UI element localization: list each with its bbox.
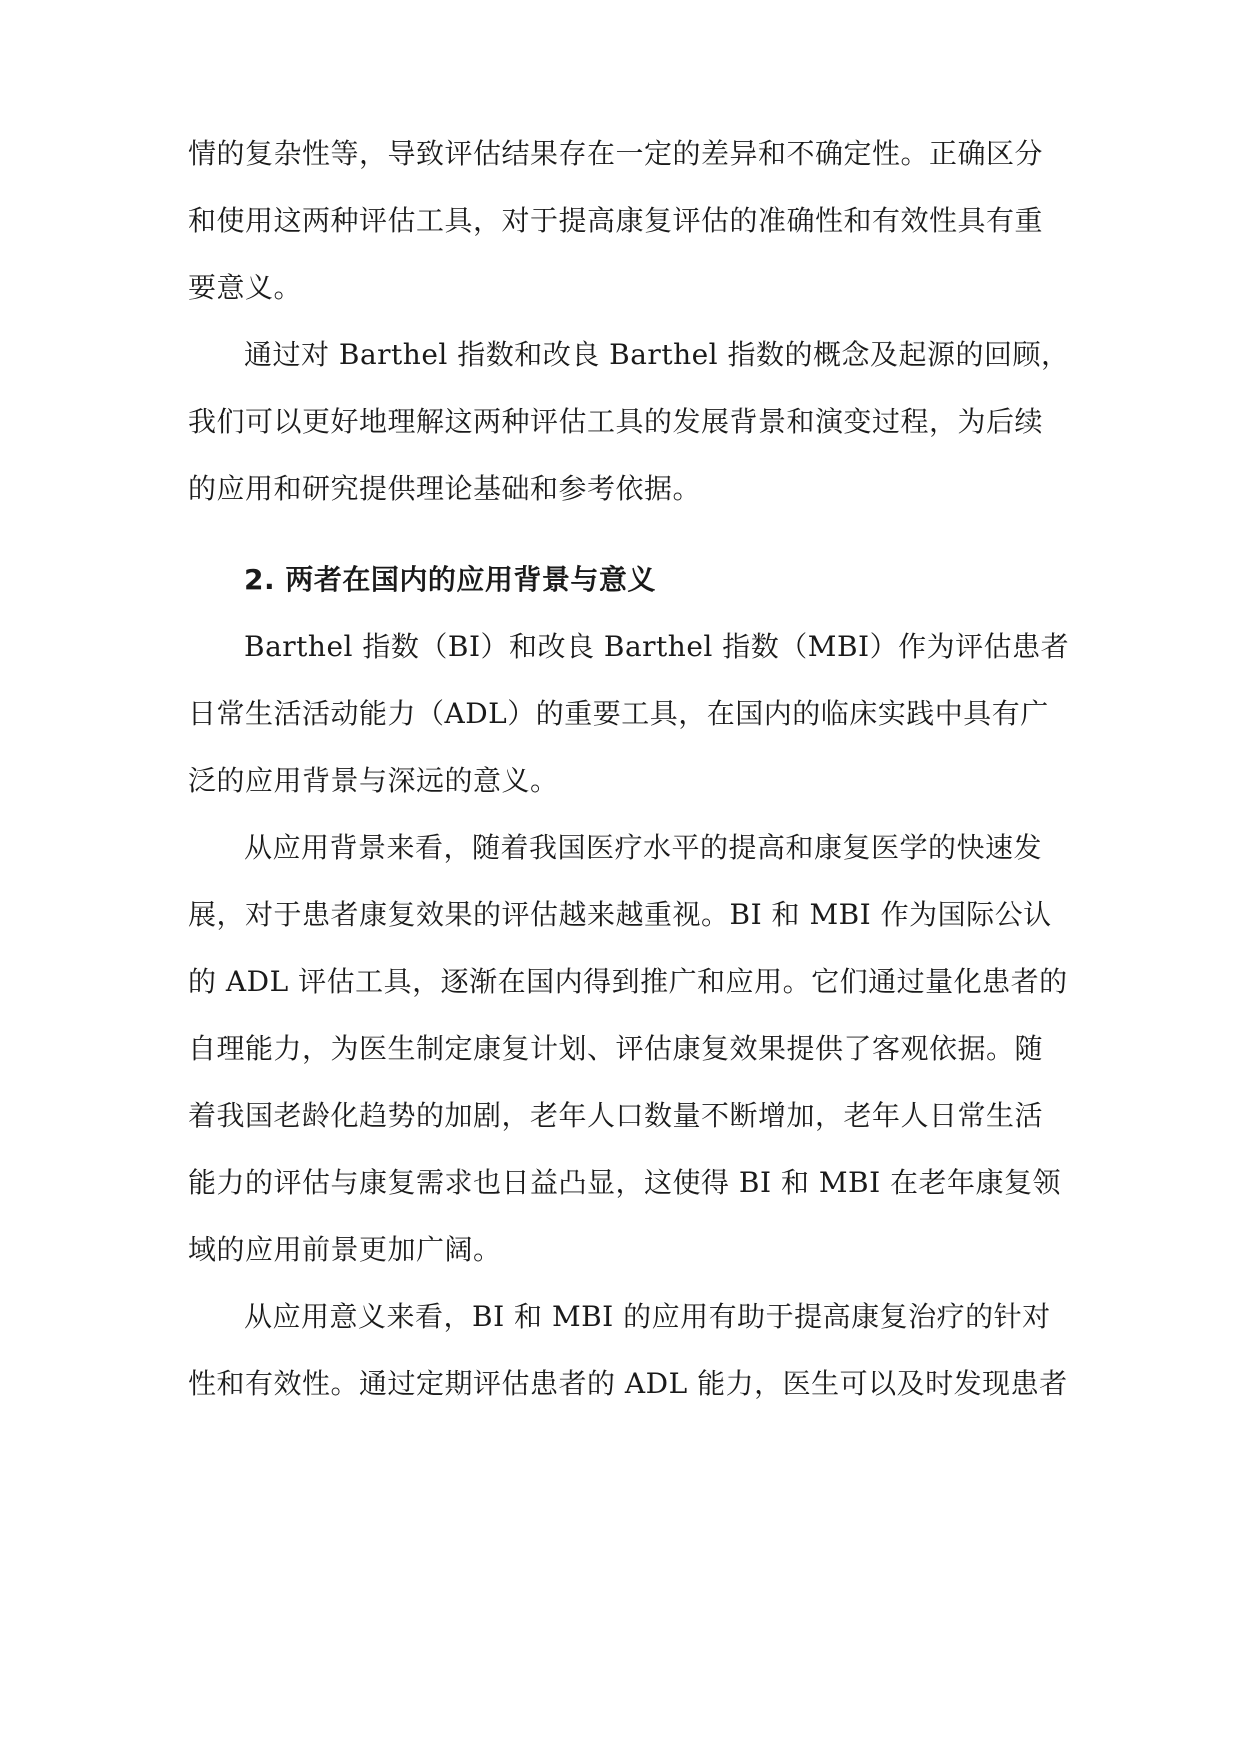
paragraph-1-line-1: 情的复杂性等，导致评估结果存在一定的差异和不确定性。正确区分 <box>188 137 1044 170</box>
paragraph-2-line-1: 通过对 Barthel 指数和改良 Barthel 指数的概念及起源的回顾， <box>244 338 1070 371</box>
paragraph-4-line-5: 着我国老龄化趋势的加剧，老年人口数量不断增加，老年人日常生活 <box>188 1099 1044 1132</box>
section-heading: 2. 两者在国内的应用背景与意义 <box>244 563 656 596</box>
paragraph-5-line-1: 从应用意义来看，BI 和 MBI 的应用有助于提高康复治疗的针对 <box>244 1300 1051 1333</box>
paragraph-2-line-2: 我们可以更好地理解这两种评估工具的发展背景和演变过程，为后续 <box>188 405 1044 438</box>
paragraph-4-line-3: 的 ADL 评估工具，逐渐在国内得到推广和应用。它们通过量化患者的 <box>188 965 1068 998</box>
paragraph-4-line-2: 展，对于患者康复效果的评估越来越重视。BI 和 MBI 作为国际公认 <box>188 898 1052 931</box>
paragraph-2-line-3: 的应用和研究提供理论基础和参考依据。 <box>188 472 702 505</box>
paragraph-3-line-3: 泛的应用背景与深远的意义。 <box>188 764 559 797</box>
paragraph-4-line-6: 能力的评估与康复需求也日益凸显，这使得 BI 和 MBI 在老年康复领 <box>188 1166 1062 1199</box>
paragraph-1-line-3: 要意义。 <box>188 271 303 304</box>
paragraph-3-line-1: Barthel 指数（BI）和改良 Barthel 指数（MBI）作为评估患者 <box>244 630 1070 663</box>
paragraph-4-line-1: 从应用背景来看，随着我国医疗水平的提高和康复医学的快速发 <box>244 831 1043 864</box>
paragraph-4-line-7: 域的应用前景更加广阔。 <box>188 1233 502 1266</box>
paragraph-3-line-2: 日常生活活动能力（ADL）的重要工具，在国内的临床实践中具有广 <box>188 697 1049 730</box>
paragraph-5-line-2: 性和有效性。通过定期评估患者的 ADL 能力，医生可以及时发现患者 <box>188 1367 1068 1400</box>
paragraph-4-line-4: 自理能力，为医生制定康复计划、评估康复效果提供了客观依据。随 <box>188 1032 1044 1065</box>
paragraph-1-line-2: 和使用这两种评估工具，对于提高康复评估的准确性和有效性具有重 <box>188 204 1044 237</box>
